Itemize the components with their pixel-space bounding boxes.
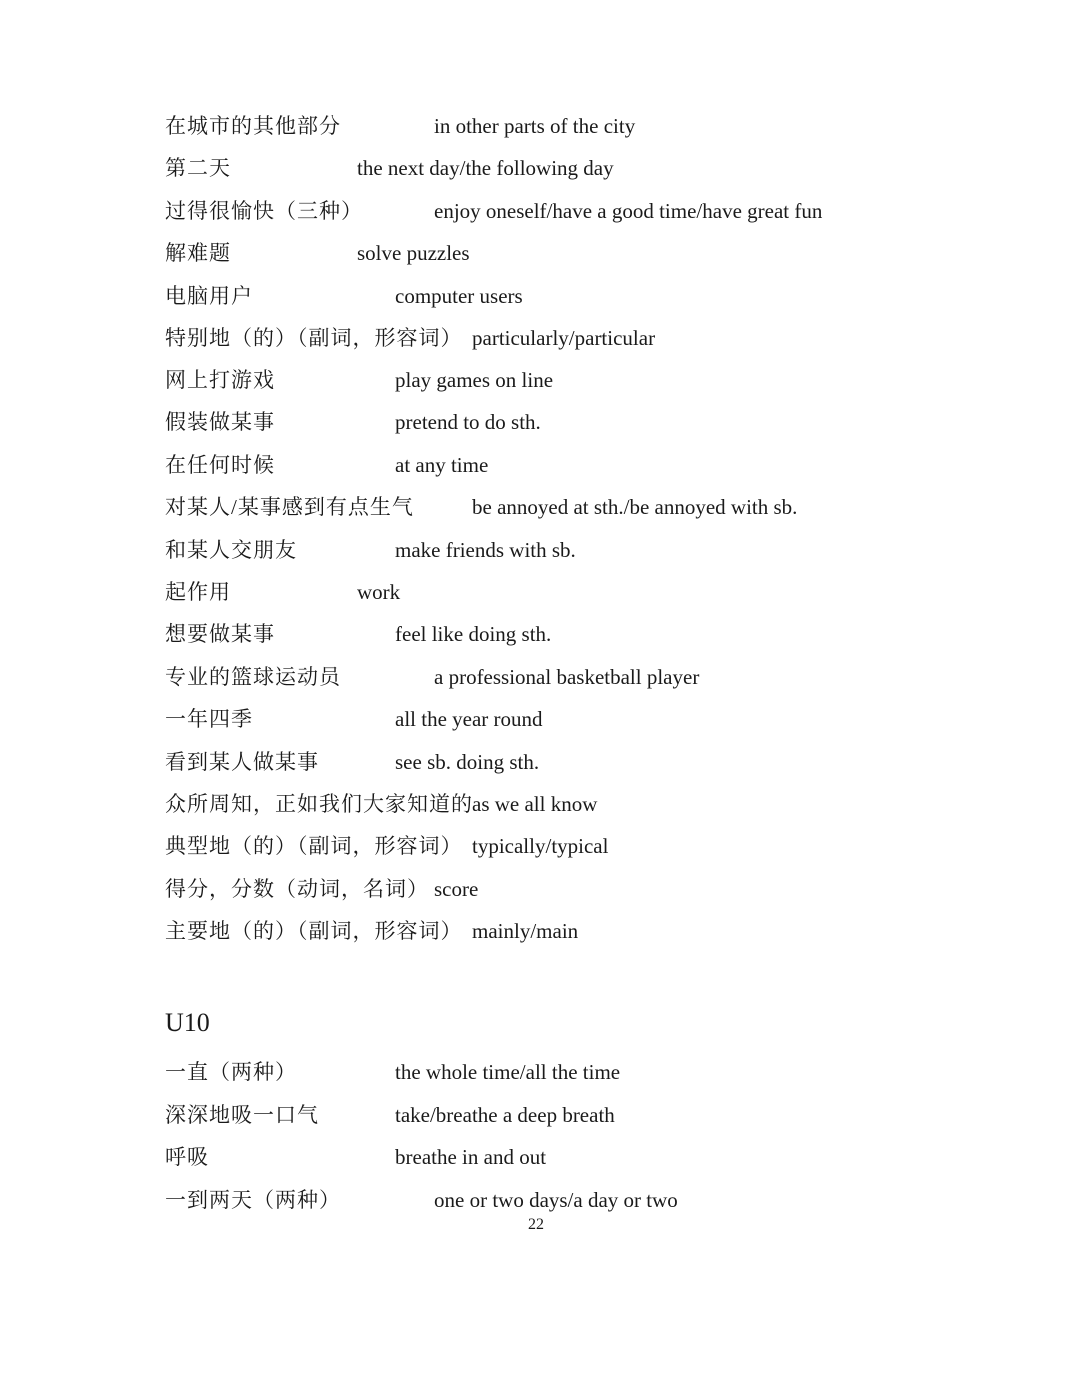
english-phrase: all the year round xyxy=(395,707,543,731)
chinese-phrase: 过得很愉快（三种） xyxy=(165,199,363,223)
english-phrase: enjoy oneself/have a good time/have great fun xyxy=(434,199,823,223)
chinese-phrase: 看到某人做某事 xyxy=(165,750,319,774)
english-phrase: take/breathe a deep breath xyxy=(395,1103,615,1127)
english-phrase: feel like doing sth. xyxy=(395,622,552,646)
chinese-phrase: 专业的篮球运动员 xyxy=(165,665,341,689)
english-phrase: score xyxy=(434,877,479,901)
english-phrase: particularly/particular xyxy=(472,326,656,350)
chinese-phrase: 深深地吸一口气 xyxy=(165,1103,319,1127)
chinese-phrase: 网上打游戏 xyxy=(165,368,275,392)
chinese-phrase: 起作用 xyxy=(165,580,231,604)
english-phrase: one or two days/a day or two xyxy=(434,1188,678,1212)
chinese-phrase: 得分，分数（动词，名词） xyxy=(165,877,429,901)
chinese-phrase: 假装做某事 xyxy=(165,410,275,434)
chinese-phrase: 一年四季 xyxy=(165,707,253,731)
chinese-phrase: 一到两天（两种） xyxy=(165,1188,341,1212)
chinese-phrase: 特别地（的）（副词，形容词） xyxy=(165,326,463,350)
chinese-phrase: 第二天 xyxy=(165,156,231,180)
chinese-phrase: 想要做某事 xyxy=(165,622,275,646)
chinese-phrase: 典型地（的）（副词，形容词） xyxy=(165,834,463,858)
chinese-phrase: 和某人交朋友 xyxy=(165,538,297,562)
english-phrase: mainly/main xyxy=(472,919,579,943)
english-phrase: pretend to do sth. xyxy=(395,410,541,434)
english-phrase: the next day/the following day xyxy=(357,156,614,180)
english-phrase: play games on line xyxy=(395,368,554,392)
english-phrase: breathe in and out xyxy=(395,1145,547,1169)
chinese-phrase: 呼吸 xyxy=(165,1145,209,1169)
chinese-phrase: 解难题 xyxy=(165,241,231,265)
chinese-phrase: 主要地（的）（副词，形容词） xyxy=(165,919,463,943)
english-phrase: in other parts of the city xyxy=(434,114,636,138)
english-phrase: typically/typical xyxy=(472,834,609,858)
page-number: 22 xyxy=(528,1216,544,1233)
chinese-phrase: 在任何时候 xyxy=(165,453,275,477)
chinese-phrase: 电脑用户 xyxy=(165,284,253,308)
english-phrase: work xyxy=(357,580,401,604)
chinese-phrase: 对某人/某事感到有点生气 xyxy=(165,495,414,519)
english-phrase: make friends with sb. xyxy=(395,538,576,562)
english-phrase: the whole time/all the time xyxy=(395,1060,621,1084)
chinese-phrase: 一直（两种） xyxy=(165,1060,297,1084)
unit-heading: U10 xyxy=(165,1008,210,1037)
english-phrase: see sb. doing sth. xyxy=(395,750,540,774)
english-phrase: a professional basketball player xyxy=(434,665,700,689)
english-phrase: at any time xyxy=(395,453,489,477)
english-phrase: be annoyed at sth./be annoyed with sb. xyxy=(472,495,798,519)
english-phrase: computer users xyxy=(395,284,523,308)
chinese-phrase: 在城市的其他部分 xyxy=(165,114,341,138)
english-phrase: solve puzzles xyxy=(357,241,470,265)
english-phrase: as we all know xyxy=(472,792,598,816)
chinese-phrase: 众所周知，正如我们大家知道的 xyxy=(165,792,473,816)
